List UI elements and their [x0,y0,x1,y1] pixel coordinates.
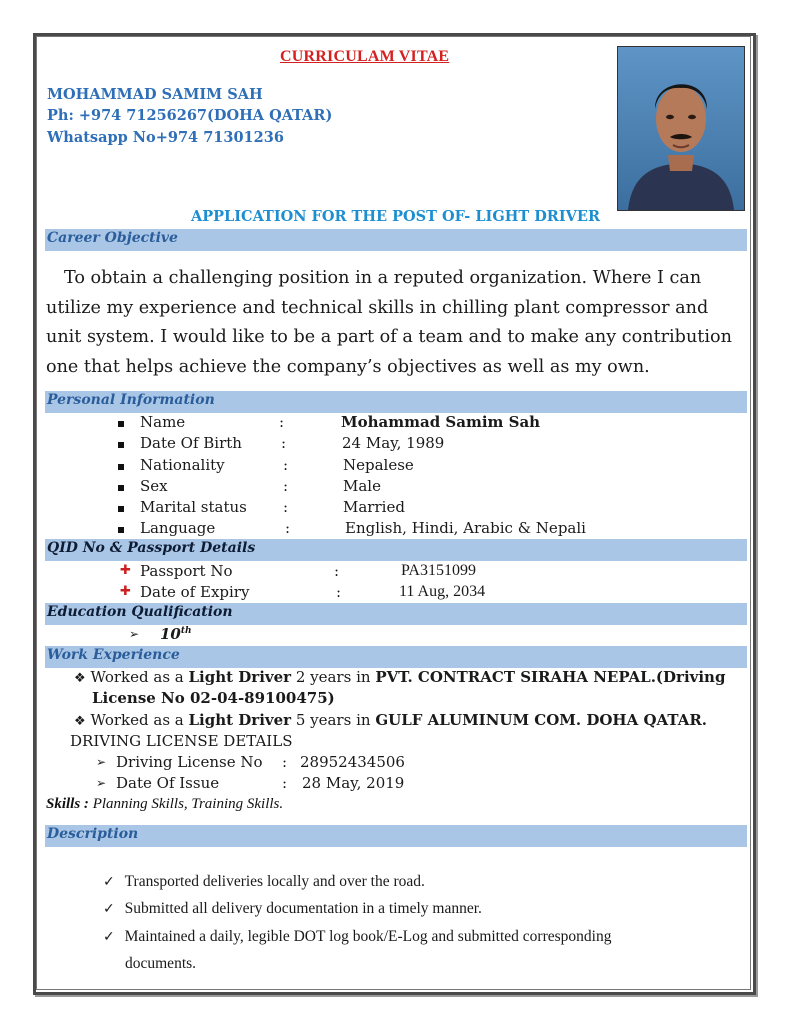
application-post-heading: APPLICATION FOR THE POST OF- LIGHT DRIVER [191,208,600,225]
square-bullet-icon [118,464,124,470]
check-icon: ✓ [103,901,115,917]
pin-bullet-icon: ✚ [120,584,131,599]
list-item: ✓ Submitted all delivery documentation in a timely manner. [103,900,482,917]
square-bullet-icon [118,506,124,512]
list-item: ❖ Worked as a Light Driver 5 years in GULF ALUMINUM COM. DOHA QATAR. [74,711,708,729]
section-title: Personal Information [47,392,215,408]
candidate-name: MOHAMMAD SAMIM SAH [47,86,263,103]
section-title: Education Qualification [47,604,233,620]
arrow-bullet-icon: ➢ [96,776,107,790]
arrow-bullet-icon: ➢ [129,627,140,641]
list-item: ✓ Maintained a daily, legible DOT log book/E-Log and submitted corresponding [103,928,612,945]
list-item-continued: License No 02-04-89100475) [92,689,335,707]
diamond-bullet-icon: ❖ [74,671,86,686]
arrow-bullet-icon: ➢ [96,755,107,769]
square-bullet-icon [118,485,124,491]
square-bullet-icon [118,421,124,427]
section-title: Description [47,826,139,842]
section-qid-passport [45,539,747,561]
whatsapp-number: Whatsapp No+974 71301236 [47,129,284,146]
diamond-bullet-icon: ❖ [74,714,86,729]
section-education [45,603,747,625]
phone-number: Ph: +974 71256267(DOHA QATAR) [47,107,333,124]
section-title: Career Objective [47,230,178,246]
skills-label: Skills : [46,796,89,812]
square-bullet-icon [118,442,124,448]
list-item: ❖ Worked as a Light Driver 2 years in PVT. CONTRACT SIRAHA NEPAL.(Driving [74,668,726,686]
skills-value: Planning Skills, Training Skills. [92,796,284,812]
section-description [45,825,747,847]
list-item-continued: documents. [125,955,197,972]
section-career-objective [45,229,747,251]
section-title: QID No & Passport Details [47,540,256,556]
check-icon: ✓ [103,929,115,945]
section-personal-information [45,391,747,413]
list-item: ✓ Transported deliveries locally and over the road. [103,873,425,890]
cv-title: CURRICULAM VITAE [280,48,450,65]
objective-paragraph: To obtain a challenging position in a reputed organization. Where I can utilize my experience and technical skills in chilling plant compressor and unit system. I would like to be a part of a team and to make any contribution one that helps achieve the company’s objectives as well as my own. [46,268,732,377]
square-bullet-icon [118,527,124,533]
check-icon: ✓ [103,874,115,890]
person-photo-icon [618,47,744,210]
skills-line [46,796,283,813]
pin-bullet-icon: ✚ [120,563,131,578]
license-heading: DRIVING LICENSE DETAILS [70,732,293,750]
section-title: Work Experience [47,647,180,663]
section-work-experience [45,646,747,668]
person-photo [617,46,745,211]
